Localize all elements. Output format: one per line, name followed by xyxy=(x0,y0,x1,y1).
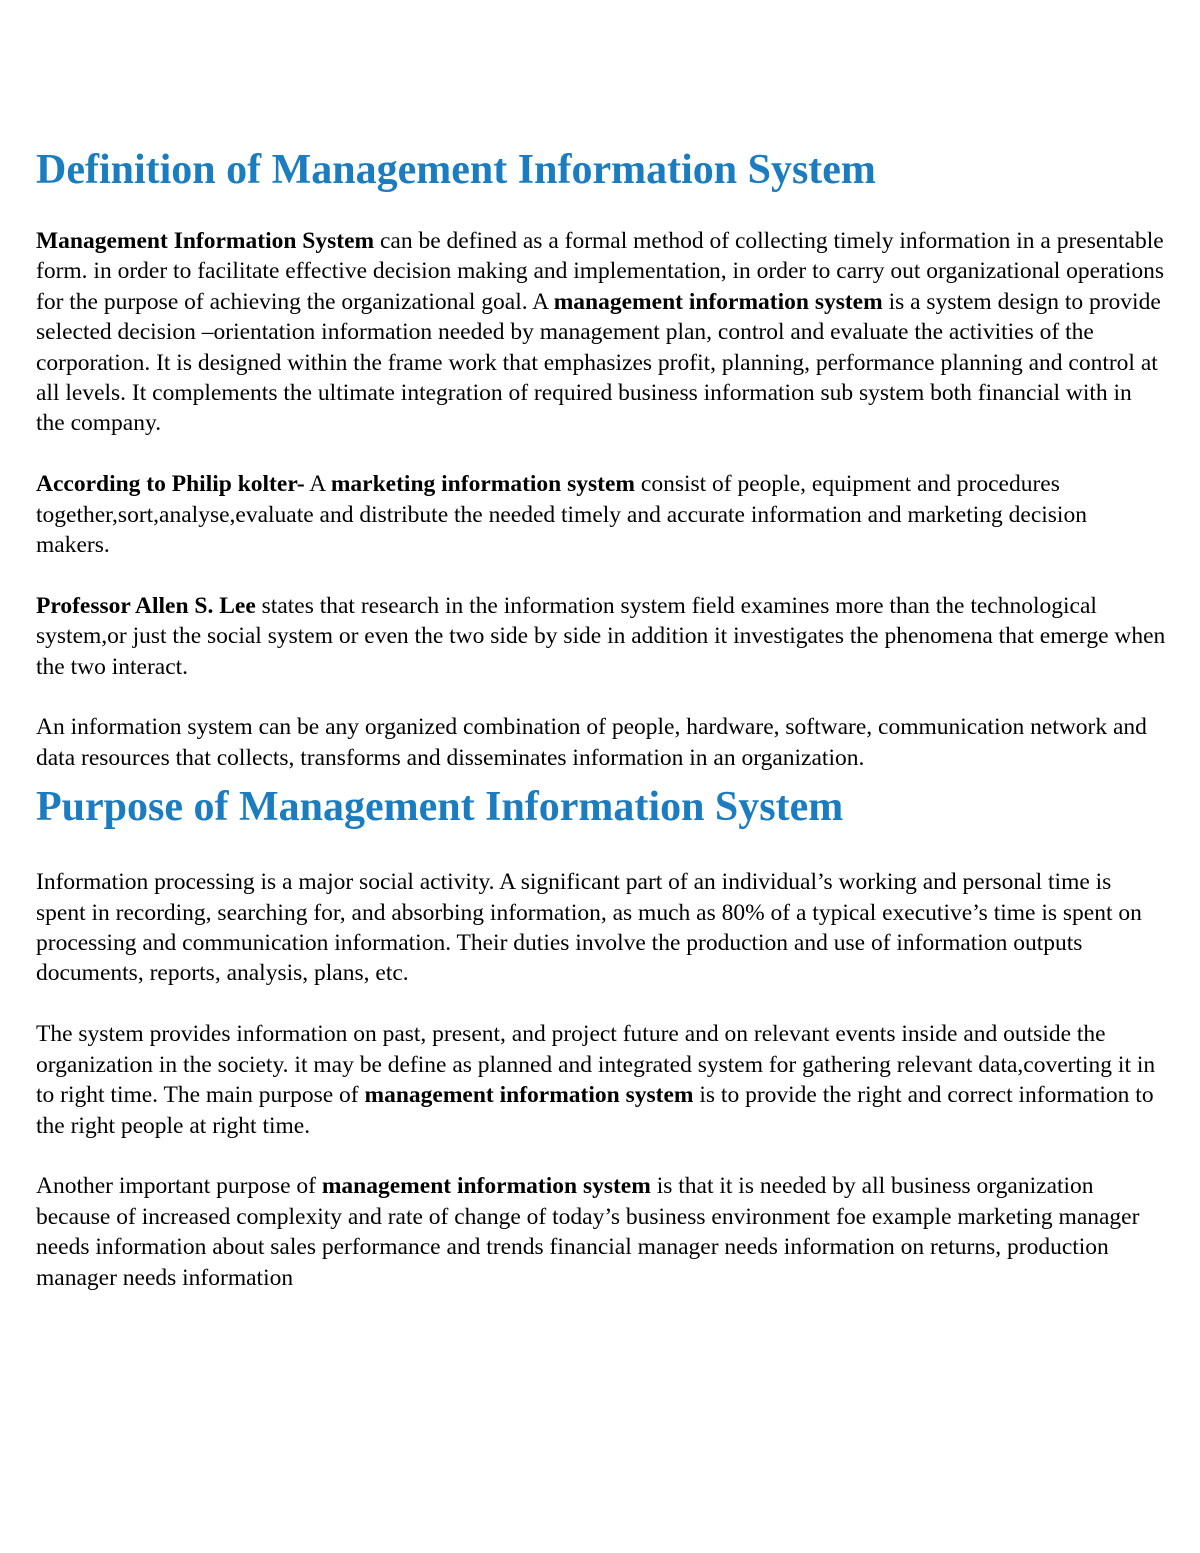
bold-term: Professor Allen S. Lee xyxy=(36,592,256,619)
heading-purpose: Purpose of Management Information System xyxy=(36,784,844,831)
bold-term: According to Philip kolter- xyxy=(36,471,305,498)
bold-term: management information system xyxy=(553,288,883,315)
document-page xyxy=(36,140,1166,1293)
purpose-paragraph-2: The system provides information on past, present, and project future and on relevant events inside and outside the organization in the society. it may be define as planned and integrated system for gathering relevant data,coverting it in to right time. The main purpose of management information system is to provide the right and correct information to the right people at right time. xyxy=(36,1021,1156,1139)
bold-term: marketing information system xyxy=(330,471,636,498)
heading-definition: Definition of Management Information System xyxy=(36,147,876,193)
bold-term: Management Information System xyxy=(36,228,375,254)
bold-term: management information system xyxy=(321,1173,651,1200)
bold-term: management information system xyxy=(364,1082,694,1109)
definition-paragraph-3: Professor Allen S. Lee states that research in the information system field examines more than the technological system,or just the social system or even the two side by side in addition it investigates the phenomena that emerge when the two interact. xyxy=(36,592,1166,680)
purpose-paragraph-1: Information processing is a major social activity. A significant part of an individual’s working and personal time is spent in recording, searching for, and absorbing information, as much as 80% of a typical executive’s time is spent on processing and communication information. Their duties involve the production and use of information outputs documents, reports, analysis, plans, etc. xyxy=(36,869,1142,987)
definition-paragraph-2: According to Philip kolter- A marketing information system consist of people, equipment and procedures together,sort,analyse,evaluate and distribute the needed timely and accurate information and marketing decision makers. xyxy=(36,471,1087,559)
definition-paragraph-1: Management Information System can be defined as a formal method of collecting timely information in a presentable form. in order to facilitate effective decision making and implementation, in order to carry out organizational operations for the purpose of achieving the organizational goal. A management information system is a system design to provide selected decision –orientation information needed by management plan, control and evaluate the activities of the corporation. It is designed within the frame work that emphasizes profit, planning, performance planning and control at all levels. It complements the ultimate integration of required business information sub system both financial with in the company. xyxy=(36,228,1165,437)
purpose-paragraph-3: Another important purpose of management information system is that it is needed by all business organization because of increased complexity and rate of change of today’s business environment foe example marketing manager needs information about sales performance and trends financial manager needs information on returns, production manager needs information xyxy=(36,1173,1140,1291)
definition-paragraph-4: An information system can be any organized combination of people, hardware, software, communication network and data resources that collects, transforms and disseminates information in an organization. xyxy=(36,714,1147,771)
